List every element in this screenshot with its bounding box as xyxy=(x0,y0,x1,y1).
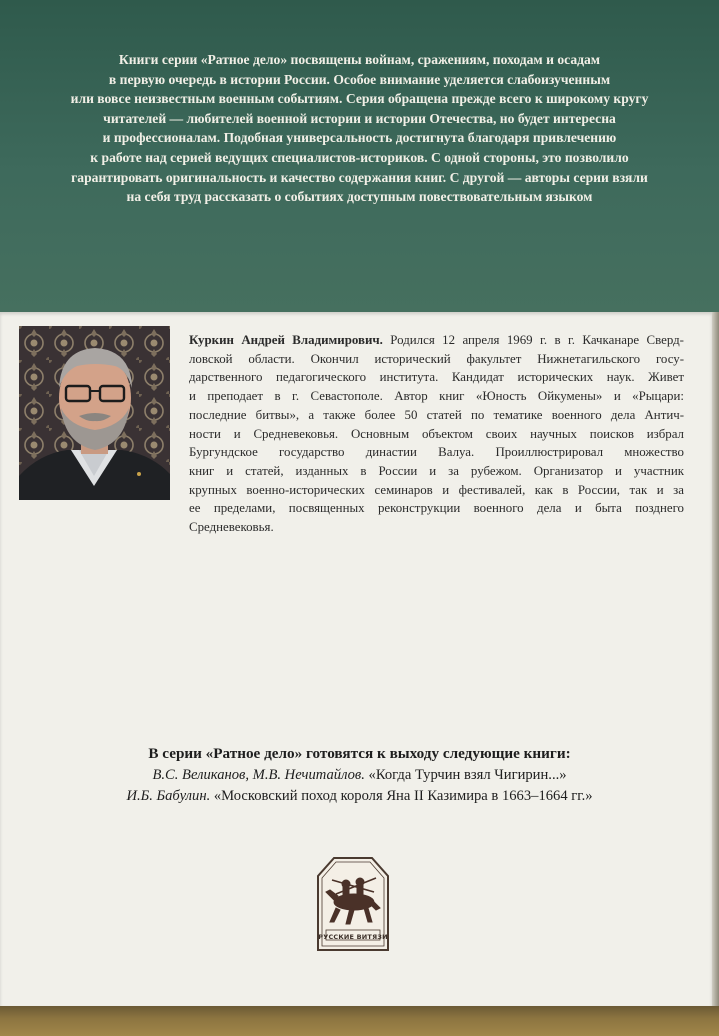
book-authors: И.Б. Бабулин. xyxy=(126,788,211,804)
upcoming-heading: В серии «Ратное дело» готовятся к выходу следующие книги: xyxy=(148,745,571,762)
series-line: к работе над серией ведущих специалистов-историков. С одной стороны, это позволило xyxy=(90,149,629,165)
author-name: Куркин Андрей Владимирович. xyxy=(189,333,383,347)
author-photo xyxy=(19,326,170,500)
book-authors: В.С. Великанов, М.В. Нечитайлов. xyxy=(152,767,365,783)
author-bio xyxy=(189,331,684,537)
upcoming-books xyxy=(40,743,679,807)
series-line: гарантировать оригинальность и качество содержания книг. С другой — авторы серии взяли xyxy=(71,169,648,185)
book-entry xyxy=(40,765,679,786)
series-line: Книги серии «Ратное дело» посвящены войнам, сражениям, походам и осадам xyxy=(118,52,601,67)
bio-line: и преподает в г. Севастополе. Автор книг «Юность Ойкумены» и «Рыцари: xyxy=(189,389,684,404)
bio-line: дарственного педагогического института. Кандидат исторических наук. Живет xyxy=(189,370,684,385)
bio-line: Средневековья. xyxy=(189,520,274,535)
series-line: в первую очередь в истории России. Особое внимание уделяется слабоизученным xyxy=(108,71,611,87)
series-line: или вовсе неизвестным военным событиям. Серия обращена прежде всего к широкому кругу xyxy=(70,91,649,107)
book-title: «Московский поход короля Яна II Казимира в 1663–1664 гг.» xyxy=(210,788,593,804)
series-description xyxy=(30,50,689,207)
table-surface xyxy=(0,1006,719,1036)
bio-text: Родился 12 апреля 1969 г. в г. Качканаре Сверд- xyxy=(382,333,684,347)
bio-line: ности и Средневековья. Основным объектом своих научных поисков избрал xyxy=(189,426,684,441)
page-edge xyxy=(712,312,719,1012)
book-title: «Когда Турчин взял Чигирин...» xyxy=(364,767,567,783)
series-line: читателей — любителей военной истории и истории Отечества, но будет интересна xyxy=(103,110,616,126)
publisher-name: РУССКИЕ ВИТЯЗИ xyxy=(318,933,388,941)
book-entry xyxy=(40,786,679,807)
bio-line: ее пределами, посвященных реконструкции военного дела и быта позднего xyxy=(189,501,684,516)
series-line: и профессионалам. Подобная универсальность достигнута благодаря привлечению xyxy=(102,130,617,146)
bio-line: последние битвы», а также более 50 статей по тематике военного дела Антич- xyxy=(189,407,684,422)
bio-line: Бургундское государство династии Валуа. Проиллюстрировал множество xyxy=(189,445,684,460)
bio-line: крупных военно-исторических семинаров и фестивалей, как в России, так и за xyxy=(189,482,684,497)
series-line: на себя труд рассказать о событиях доступным повествовательным языком xyxy=(126,189,593,205)
bio-line: книг и статей, изданных в России и за рубежом. Организатор и участник xyxy=(189,463,684,478)
bio-line: ловской области. Окончил исторический факультет Нижнетагильского госу- xyxy=(189,351,684,366)
